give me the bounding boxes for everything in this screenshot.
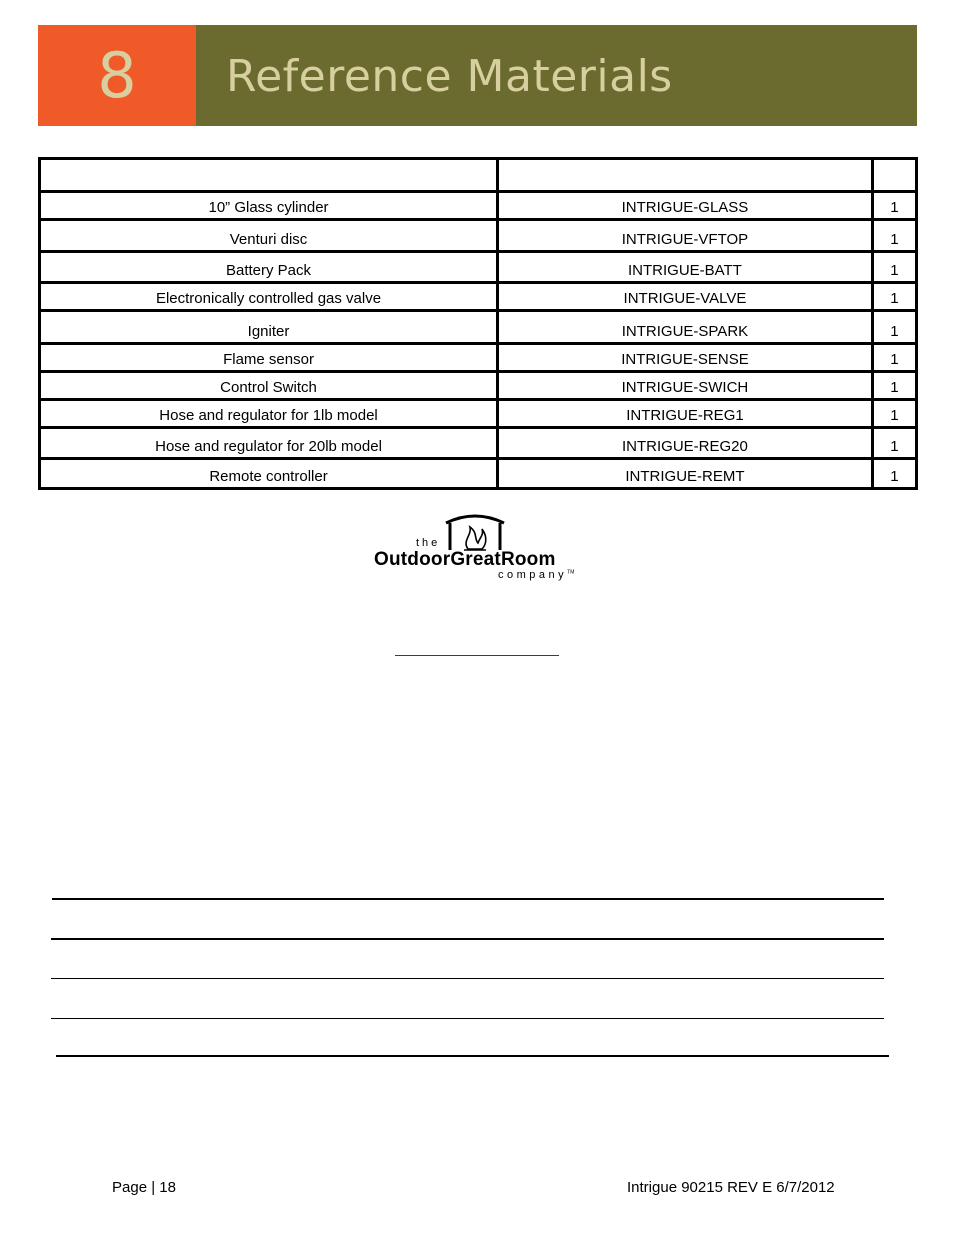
section-banner: [38, 25, 917, 126]
parts-table: [38, 157, 918, 490]
table-row: [40, 311, 917, 344]
notes-line: [51, 1018, 884, 1019]
cell-qty: 1: [872, 252, 916, 283]
logo-company-text: company™: [498, 569, 575, 581]
cell-qty: 1: [872, 459, 916, 489]
logo-name-text: OutdoorGreatRoom: [374, 549, 556, 570]
cell-description: Venturi disc: [40, 220, 498, 252]
cell-description: Control Switch: [40, 372, 498, 400]
header-description: [40, 159, 498, 192]
header-part-number: [498, 159, 873, 192]
cell-qty: 1: [872, 400, 916, 428]
cell-part-number: INTRIGUE-VFTOP: [498, 220, 873, 252]
section-number: 8: [38, 25, 196, 126]
notes-line: [51, 938, 884, 940]
cell-part-number: INTRIGUE-BATT: [498, 252, 873, 283]
cell-qty: 1: [872, 428, 916, 459]
notes-line: [56, 1055, 889, 1057]
header-qty: [872, 159, 916, 192]
cell-qty: 1: [872, 311, 916, 344]
cell-description: Electronically controlled gas valve: [40, 283, 498, 311]
cell-part-number: INTRIGUE-REMT: [498, 459, 873, 489]
cell-description: Hose and regulator for 1lb model: [40, 400, 498, 428]
logo-the-text: the: [416, 537, 441, 549]
table-row: [40, 283, 917, 311]
table-row: [40, 372, 917, 400]
cell-part-number: INTRIGUE-SWICH: [498, 372, 873, 400]
cell-part-number: INTRIGUE-SPARK: [498, 311, 873, 344]
table-row: [40, 192, 917, 220]
page-number: Page | 18: [112, 1179, 176, 1196]
cell-description: Flame sensor: [40, 344, 498, 372]
table-header-row: [40, 159, 917, 192]
table-row: [40, 428, 917, 459]
cell-qty: 1: [872, 220, 916, 252]
cell-part-number: INTRIGUE-SENSE: [498, 344, 873, 372]
cell-qty: 1: [872, 372, 916, 400]
section-title: Reference Materials: [226, 51, 673, 102]
cell-description: Remote controller: [40, 459, 498, 489]
company-logo: [372, 513, 594, 585]
section-title-block: [196, 25, 917, 126]
cell-part-number: INTRIGUE-REG1: [498, 400, 873, 428]
table-row: [40, 344, 917, 372]
notes-line: [51, 978, 884, 979]
cell-qty: 1: [872, 344, 916, 372]
table-row: [40, 252, 917, 283]
cell-description: 10” Glass cylinder: [40, 192, 498, 220]
table-row: [40, 400, 917, 428]
table-row: [40, 220, 917, 252]
cell-part-number: INTRIGUE-REG20: [498, 428, 873, 459]
cell-qty: 1: [872, 283, 916, 311]
cell-description: Igniter: [40, 311, 498, 344]
notes-line: [52, 898, 884, 900]
cell-description: Hose and regulator for 20lb model: [40, 428, 498, 459]
table-row: [40, 459, 917, 489]
cell-part-number: INTRIGUE-GLASS: [498, 192, 873, 220]
fireplace-logo-icon: [442, 513, 508, 551]
cell-part-number: INTRIGUE-VALVE: [498, 283, 873, 311]
cell-description: Battery Pack: [40, 252, 498, 283]
document-revision: Intrigue 90215 REV E 6/7/2012: [627, 1179, 835, 1196]
website-link-underline[interactable]: [395, 655, 559, 656]
cell-qty: 1: [872, 192, 916, 220]
